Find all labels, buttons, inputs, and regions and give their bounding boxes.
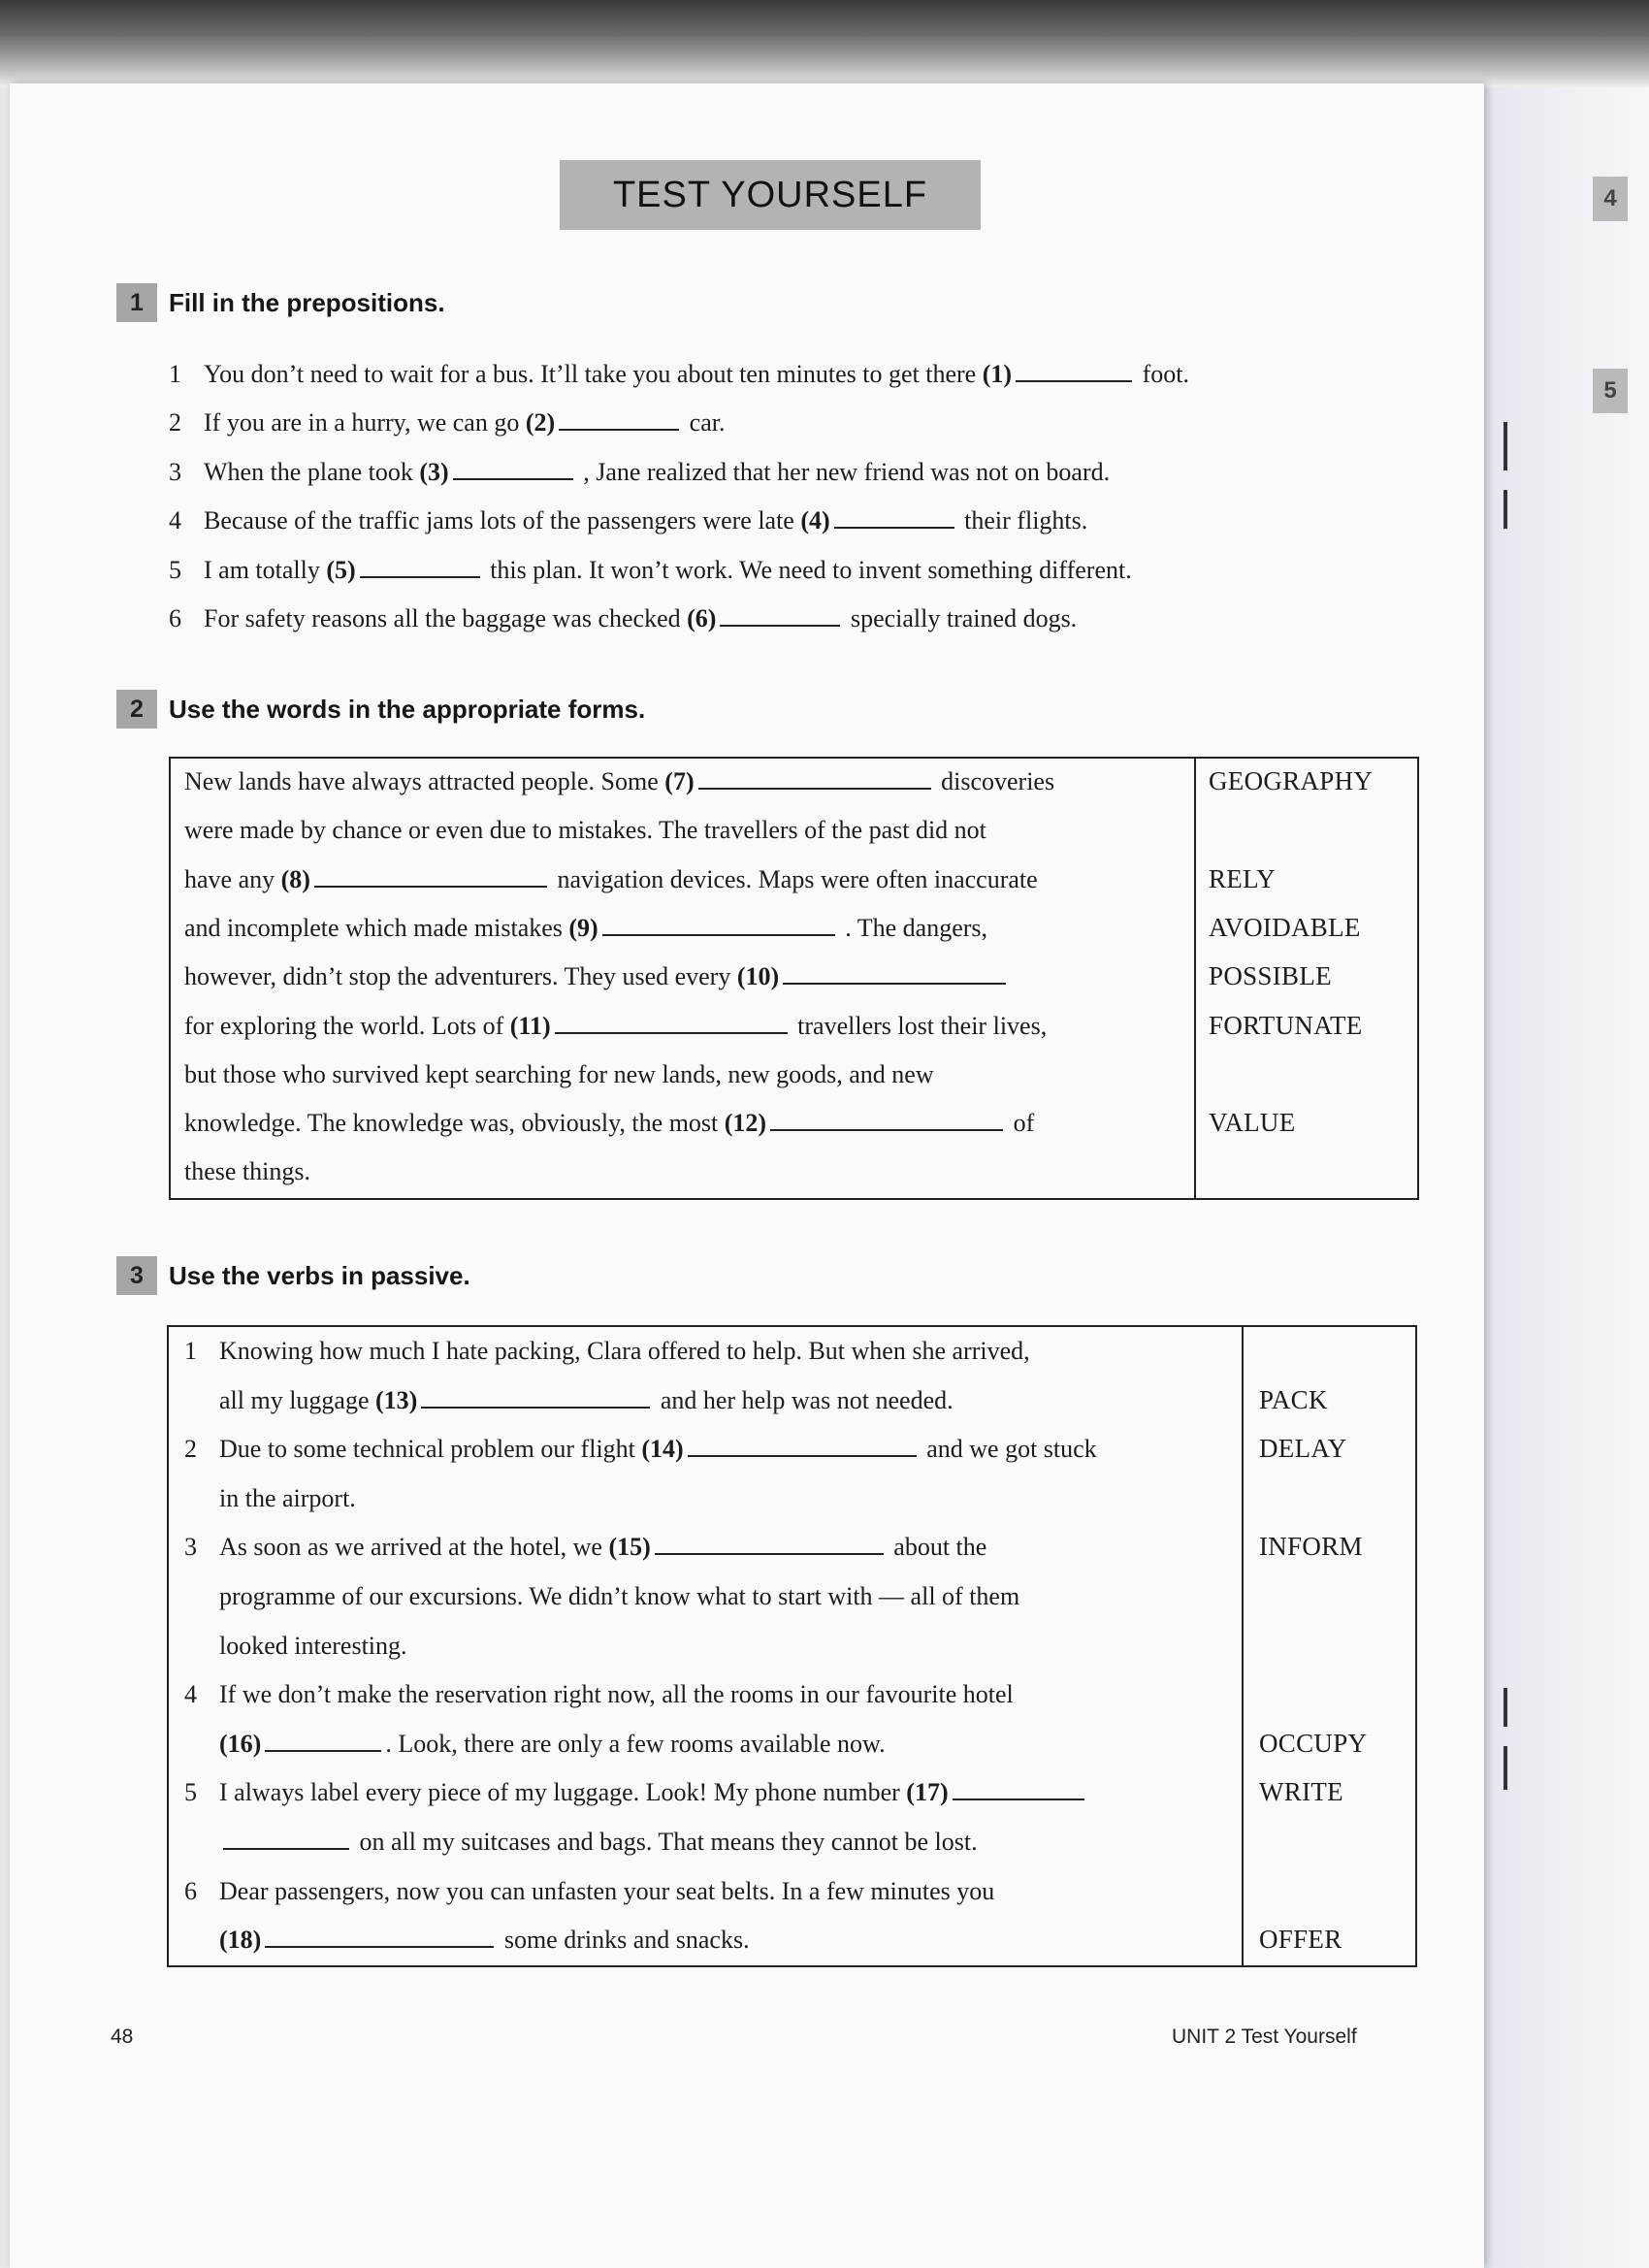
gap-number: (5) (326, 556, 356, 584)
exercise-1-item (169, 504, 1087, 537)
item-text: For safety reasons all the baggage was checked (204, 604, 688, 632)
line-text: travellers lost their lives, (791, 1012, 1048, 1040)
answer-blank[interactable] (655, 1534, 884, 1555)
page-title: TEST YOURSELF (560, 160, 981, 230)
base-verb: PACK (1259, 1385, 1328, 1414)
exercise-2-line (184, 1155, 1183, 1188)
answer-blank[interactable] (688, 1436, 917, 1457)
item-number: 5 (169, 556, 181, 584)
exercise-3-line (219, 1826, 978, 1859)
item-text: , Jane realized that her new friend was not on board. (576, 458, 1111, 486)
base-verb: DELAY (1259, 1434, 1347, 1463)
item-number: 4 (169, 506, 181, 535)
item-text: and we got stuck (920, 1435, 1097, 1463)
binding-mark (1504, 422, 1507, 470)
answer-blank[interactable] (783, 963, 1006, 985)
exercise-2-line (184, 814, 1183, 847)
item-text: some drinks and snacks. (498, 1926, 750, 1954)
exercise-3-line (184, 1875, 994, 1908)
item-text: about the (887, 1533, 987, 1561)
exercise-3-line (184, 1531, 986, 1564)
exercise-3-line (219, 1728, 886, 1761)
gap-number: (6) (687, 604, 717, 632)
exercise-instruction: Use the words in the appropriate forms. (169, 694, 646, 724)
item-text: As soon as we arrived at the hotel, we (219, 1533, 609, 1561)
answer-blank[interactable] (953, 1779, 1084, 1800)
item-text: this plan. It won’t work. We need to invent something different. (483, 556, 1132, 584)
exercise-number: 2 (116, 690, 157, 729)
item-text: When the plane took (204, 458, 420, 486)
gap-number: (7) (664, 767, 695, 795)
edge-tab-4: 4 (1593, 177, 1628, 221)
item-text: Because of the traffic jams lots of the passengers were late (204, 506, 801, 535)
item-number: 6 (184, 1877, 197, 1905)
gap-number: (15) (608, 1533, 651, 1561)
exercise-3-line (184, 1776, 1088, 1809)
item-text: looked interesting. (219, 1632, 407, 1660)
answer-blank[interactable] (720, 605, 840, 627)
answer-blank[interactable] (265, 1927, 494, 1948)
exercise-1-item (169, 456, 1110, 489)
exercise-3-line (219, 1482, 356, 1515)
exercise-2-line (184, 1058, 1183, 1091)
line-text: of (1007, 1109, 1035, 1137)
exercise-3-line (219, 1924, 750, 1957)
exercise-3-header (116, 1256, 470, 1295)
answer-blank[interactable] (360, 557, 480, 578)
item-number: 3 (184, 1533, 197, 1561)
item-text: all my luggage (219, 1386, 376, 1414)
gap-number: (12) (724, 1109, 767, 1137)
exercise-1-item (169, 358, 1189, 391)
line-text: however, didn’t stop the adventurers. They used every (184, 962, 737, 990)
base-word: FORTUNATE (1209, 1011, 1363, 1040)
item-text: foot. (1136, 360, 1189, 388)
item-text: . Look, there are only a few rooms available now. (385, 1730, 886, 1758)
base-word: GEOGRAPHY (1209, 766, 1374, 795)
exercise-1-item (169, 406, 725, 439)
item-number: 2 (184, 1435, 197, 1463)
base-verb: INFORM (1259, 1532, 1363, 1561)
item-number: 1 (169, 360, 181, 388)
line-text: were made by chance or even due to mistakes. The travellers of the past did not (184, 816, 986, 844)
line-text: and incomplete which made mistakes (184, 914, 569, 942)
binding-mark (1504, 1688, 1507, 1727)
base-word: POSSIBLE (1209, 961, 1332, 990)
answer-blank[interactable] (223, 1829, 349, 1850)
answer-blank[interactable] (265, 1731, 381, 1752)
item-text: in the airport. (219, 1484, 356, 1512)
exercise-1-header (116, 283, 445, 322)
item-text: Dear passengers, now you can unfasten your seat belts. In a few minutes you (219, 1877, 995, 1905)
item-text: Due to some technical problem our flight (219, 1435, 642, 1463)
line-text: New lands have always attracted people. Some (184, 767, 665, 795)
gap-number: (18) (219, 1926, 262, 1954)
gap-number: (2) (525, 408, 556, 437)
column-divider (1242, 1327, 1244, 1965)
answer-blank[interactable] (421, 1387, 650, 1409)
exercise-3-line (219, 1384, 954, 1417)
exercise-instruction: Fill in the prepositions. (169, 287, 445, 317)
item-text: their flights. (957, 506, 1088, 535)
exercise-2-line (184, 1010, 1183, 1043)
line-text: but those who survived kept searching for new lands, new goods, and new (184, 1060, 934, 1088)
item-text: I am totally (204, 556, 327, 584)
gap-number: (11) (509, 1012, 551, 1040)
item-text: specially trained dogs. (844, 604, 1078, 632)
answer-blank[interactable] (559, 409, 679, 431)
gap-number: (1) (982, 360, 1013, 388)
base-verb: WRITE (1259, 1777, 1343, 1806)
exercise-1-item (169, 602, 1077, 635)
gap-number: (9) (568, 914, 598, 942)
exercise-2-line (184, 863, 1183, 896)
exercise-3-line (184, 1678, 1014, 1711)
page-number: 48 (111, 2025, 134, 2048)
answer-blank[interactable] (453, 459, 573, 480)
base-word: VALUE (1209, 1108, 1296, 1137)
exercise-number: 3 (116, 1256, 157, 1295)
line-text: these things. (184, 1157, 310, 1185)
answer-blank[interactable] (602, 915, 835, 936)
binding-mark (1504, 1746, 1507, 1790)
facing-page-edge (1484, 87, 1649, 2268)
line-text: have any (184, 865, 281, 893)
line-text: knowledge. The knowledge was, obviously, the most (184, 1109, 725, 1137)
answer-blank[interactable] (555, 1013, 788, 1034)
binding-mark (1504, 490, 1507, 529)
item-number: 6 (169, 604, 181, 632)
line-text: for exploring the world. Lots of (184, 1012, 510, 1040)
item-text: car. (683, 408, 726, 437)
exercise-3-line (219, 1630, 407, 1663)
gap-number: (3) (419, 458, 449, 486)
exercise-2-line (184, 912, 1183, 945)
gap-number: (8) (280, 865, 310, 893)
answer-blank[interactable] (770, 1110, 1003, 1131)
running-footer: UNIT 2 Test Yourself (1172, 2025, 1357, 2048)
exercise-3-line (184, 1433, 1097, 1466)
base-verb: OCCUPY (1259, 1729, 1368, 1758)
item-text: You don’t need to wait for a bus. It’ll take you about ten minutes to get there (204, 360, 983, 388)
gap-number: (13) (375, 1386, 418, 1414)
exercise-2-line (184, 1107, 1183, 1140)
exercise-2-header (116, 690, 645, 729)
column-divider (1194, 759, 1196, 1198)
item-text: If we don’t make the reservation right now, all the rooms in our favourite hotel (219, 1680, 1014, 1708)
scan-shadow (0, 0, 1649, 87)
gap-number: (14) (641, 1435, 684, 1463)
gap-number: (10) (736, 962, 780, 990)
answer-blank[interactable] (698, 768, 931, 790)
base-word: RELY (1209, 864, 1276, 893)
exercise-3-line (219, 1580, 1019, 1613)
item-number: 3 (169, 458, 181, 486)
line-text: . The dangers, (838, 914, 988, 942)
item-text: If you are in a hurry, we can go (204, 408, 526, 437)
exercise-2-line (184, 960, 1183, 993)
base-verb: OFFER (1259, 1925, 1342, 1954)
exercise-3-line (184, 1335, 1030, 1368)
item-number: 5 (184, 1778, 197, 1806)
exercise-instruction: Use the verbs in passive. (169, 1260, 470, 1290)
base-word: AVOIDABLE (1209, 913, 1361, 942)
item-number: 4 (184, 1680, 197, 1708)
item-text: programme of our excursions. We didn’t know what to start with — all of them (219, 1582, 1020, 1610)
answer-blank[interactable] (314, 866, 547, 888)
answer-blank[interactable] (834, 507, 954, 529)
exercise-1-item (169, 554, 1132, 587)
answer-blank[interactable] (1016, 361, 1132, 382)
exercise-number: 1 (116, 283, 157, 322)
item-number: 2 (169, 408, 181, 437)
item-number: 1 (184, 1337, 197, 1365)
gap-number: (17) (906, 1778, 949, 1806)
exercise-2-line (184, 765, 1183, 798)
item-text: on all my suitcases and bags. That means they cannot be lost. (353, 1828, 978, 1856)
edge-tab-5: 5 (1593, 369, 1628, 413)
line-text: navigation devices. Maps were often inaccurate (550, 865, 1038, 893)
gap-number: (16) (219, 1730, 262, 1758)
gap-number: (4) (800, 506, 830, 535)
item-text: and her help was not needed. (654, 1386, 954, 1414)
line-text: discoveries (934, 767, 1055, 795)
item-text: Knowing how much I hate packing, Clara offered to help. But when she arrived, (219, 1337, 1030, 1365)
item-text: I always label every piece of my luggage. Look! My phone number (219, 1778, 907, 1806)
